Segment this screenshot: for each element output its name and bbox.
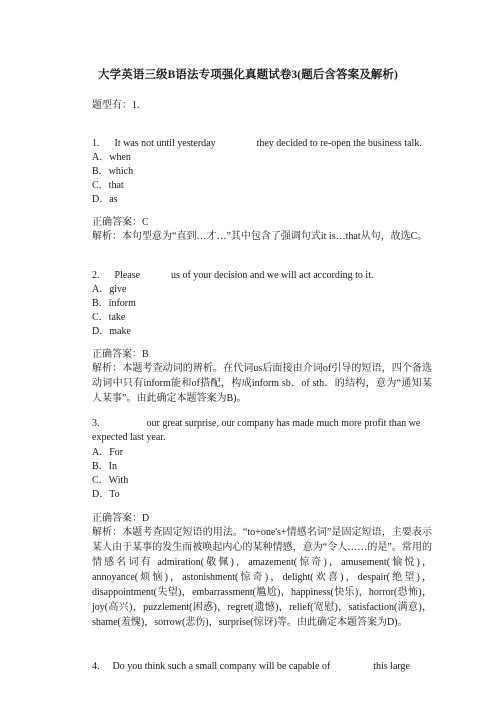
question-3-option-c: C．With xyxy=(92,475,129,486)
question-1-number: 1. xyxy=(92,138,100,149)
question-1-stem xyxy=(92,137,422,151)
question-3-answer: 正确答案：D xyxy=(92,513,150,524)
question-3-option-d: D．To xyxy=(92,489,120,500)
question-4-number: 4. xyxy=(92,661,100,672)
question-4-stem-before: Do you think such a small company will be capable of xyxy=(112,661,331,672)
question-2-stem-before: Please xyxy=(114,270,141,281)
question-type: 题型有：1. xyxy=(92,100,140,111)
question-4-stem xyxy=(92,660,410,674)
question-2-option-a: A．give xyxy=(92,284,127,295)
question-2-explanation: 解析：本题考查动词的辨析。在代词us后面接由介词of引导的短语，四个备选动词中只有inform能和of搭配，构成inform sb．of sth．的结构，意为“通知某人某事”。由此确定本题答案为B)。 xyxy=(92,363,432,404)
question-2-stem xyxy=(92,269,374,283)
question-3-explanation: 解析：本题考查固定短语的用法。“to+one's+情感名词”是固定短语，主要表示某人由于某事的发生而被唤起内心的某种情感，意为“令人……的是”。常用的情感名词有 admiration(敬佩)，amazement(惊奇)，amusement(愉悦)，annoyance(烦恼)，astonishment(惊奇)，delight(欢喜)，despair(绝望)，disappointment(失望)，embarrassment(尴尬)，happiness(快乐)，horror(恐怖)，joy(高兴)，puzzlement(困惑)，regret(遗憾)，relief(宽慰)，satisfaction(满意)，shame(羞愧)，sorrow(悲伤)，surprise(惊讶)等。由此确定本题答案为D)。 xyxy=(92,527,432,628)
question-1-option-b: B．which xyxy=(92,166,134,177)
question-3-stem-after: our great surprise, our company has made much more profit than we xyxy=(146,418,421,429)
question-3-stem-line-1 xyxy=(92,417,420,431)
question-1-stem-before: It was not until yesterday xyxy=(114,138,216,149)
question-3-stem-line-2: expected last year. xyxy=(92,432,166,443)
question-2-option-c: C．take xyxy=(92,312,126,323)
question-2-option-b: B．inform xyxy=(92,298,136,309)
document-title: 大学英语三级B语法专项强化真题试卷3(题后含答案及解析) xyxy=(98,69,398,81)
question-2-option-d: D．make xyxy=(92,326,131,337)
question-1-option-c: C．that xyxy=(92,180,124,191)
question-1-explanation: 解析：本句型意为“直到…才…”其中包含了强调句式it is…that从句，故选C。 xyxy=(92,231,428,242)
question-3-option-b: B．In xyxy=(92,461,117,472)
question-2-stem-after: us of your decision and we will act according to it. xyxy=(171,270,374,281)
question-1-option-a: A．when xyxy=(92,152,131,163)
question-2-answer: 正确答案：B xyxy=(92,349,149,360)
question-1-stem-after: they decided to re-open the business talk. xyxy=(256,138,422,149)
question-4-stem-after: this large xyxy=(373,661,410,672)
question-1-answer: 正确答案：C xyxy=(92,217,149,228)
question-2-number: 2. xyxy=(92,270,100,281)
question-1-option-d: D．as xyxy=(92,194,118,205)
question-3-option-a: A．For xyxy=(92,447,124,458)
question-3-number: 3. xyxy=(92,418,100,429)
